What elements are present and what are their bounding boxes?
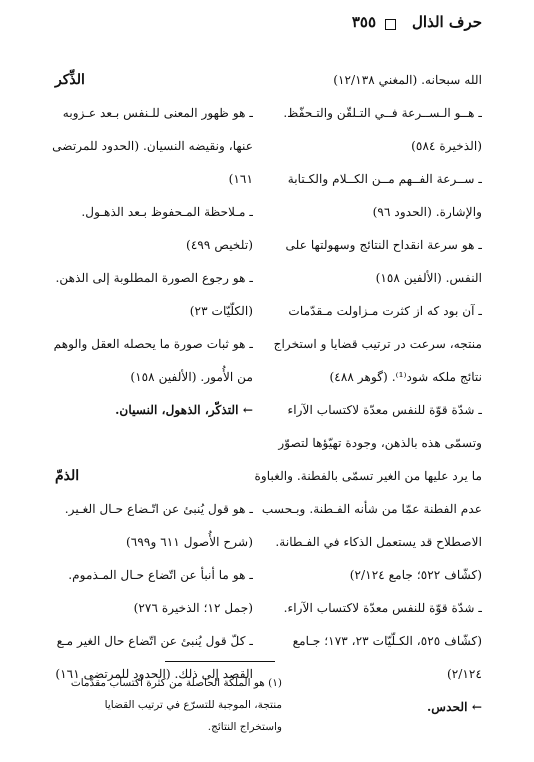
entry-heading-dhikr: الذِّكر [55, 72, 85, 88]
text-line: ـ هو رجوع الصورة المطلوبة إلى الذهن. [55, 271, 253, 285]
text-line: (كشّاف ٥٢٥، الكـلّيّات ٢٣، ١٧٣؛ جـامع [292, 634, 482, 648]
right-column [250, 64, 482, 724]
text-line: ـ هو ثبات صورة ما يحصله العقل والوهم [53, 337, 253, 351]
text-line: (الذخيرة ٥٨٤) [411, 139, 482, 153]
text-line: النفس. (الألفين ١٥٨) [375, 271, 482, 285]
text-line: الله سبحانه. (المغني ١٢/١٣٨) [333, 73, 482, 87]
text-line: ـ هو سرعة انقداح النتائج وسهولتها على [285, 238, 482, 252]
text-line: ـ مـلاحظة المـحفوظ بـعد الذهـول. [81, 205, 253, 219]
text-line: ـ آن بود كه از كثرت مـزاولت مـقدّمات [288, 304, 482, 318]
text-line: (الكلّيّات ٢٣) [189, 304, 253, 318]
text-line: عدم الفطنة عمّا من شأنه الفـطنة. وبـحسب [261, 502, 482, 516]
text-line: عنها، ونقيضه النسيان. (الحدود للمرتضى [52, 139, 253, 153]
text-line: ما يرد عليها من الغير تسمّى بالفطنة. والغباوة [254, 469, 482, 483]
text-line: ـ هو قول يُنبئ عن اتّـضاع حـال الغـير. [64, 502, 253, 516]
text-line: ٢/١٢٤) [446, 667, 482, 681]
footnote-line: (١) هو الملكة الحاصلة من كثرة اكتساب مقدّمات [70, 677, 282, 689]
text-line: (شرح الأُصول ٦١١ و٦٩٩) [126, 535, 253, 549]
footnote-separator [165, 661, 275, 662]
text-line: ـ شدّة قوّة للنفس معدّة لاكتساب الآراء [287, 403, 482, 417]
entry-spacer [55, 427, 253, 460]
text-line: ـ شدّة قوّة للنفس معدّة لاكتساب الآراء. [283, 601, 482, 615]
footnotes [70, 672, 282, 738]
entry-heading-dhamm: الذمّ [55, 468, 80, 484]
cross-reference: ← التذكّر، الذهول، النسيان. [115, 403, 253, 417]
page-header [60, 13, 482, 37]
text-line: من الأُمور. (الألفين ١٥٨) [130, 370, 253, 384]
text-line: الاصطلاح قد يستعمل الذكاء في الفـطانة. [275, 535, 482, 549]
cross-reference: ← الحدس. [427, 700, 482, 714]
text-line: ـ كلّ قول يُنبئ عن اتّضاع حال الغير مـع [56, 634, 253, 648]
text-line: ـ هو ما أنبأ عن اتّضاع حـال المـذموم. [68, 568, 253, 582]
text-line: ـ هــو الـســرعة فــي التـلقّن والتـحفّظ. [283, 106, 482, 120]
footnote-line: منتجة، الموجبة للتسرّع في ترتيب القضايا [104, 699, 282, 711]
text-line: نتائج ملكه شود⁽¹⁾. (گوهر ٤٨٨) [329, 370, 482, 384]
footnote-line: واستخراج النتائج. [207, 721, 282, 733]
page-number: ٣٥٥ [351, 13, 376, 31]
text-line: وتسمّى هذه بالذهن، وجودة تهيّؤها لتصوّر [278, 436, 482, 450]
running-title: حرف الذال [412, 13, 482, 31]
text-line: ـ هو ظهور المعنى للـنفس بـعد عـزوبه [62, 106, 253, 120]
text-line: القصد إلى ذلك. (الحدود للمرتضى ١٦١) [55, 667, 253, 681]
square-bullet-icon [385, 19, 396, 30]
text-line: ـ ســرعة الفــهم مــن الكــلام والكـتابة [287, 172, 482, 186]
text-line: منتجه، سرعت در ترتيب قضايا و استخراج [273, 337, 482, 351]
text-line: (جمل ١٢؛ الذخيرة ٢٧٦) [133, 601, 253, 615]
left-column [52, 64, 253, 691]
text-line: (تلخيص ٤٩٩) [186, 238, 253, 252]
text-line: (كشّاف ٥٢٢؛ جامع ٢/١٢٤) [349, 568, 482, 582]
text-line: والإشارة. (الحدود ٩٦) [372, 205, 482, 219]
text-line: ١٦١) [228, 172, 253, 186]
